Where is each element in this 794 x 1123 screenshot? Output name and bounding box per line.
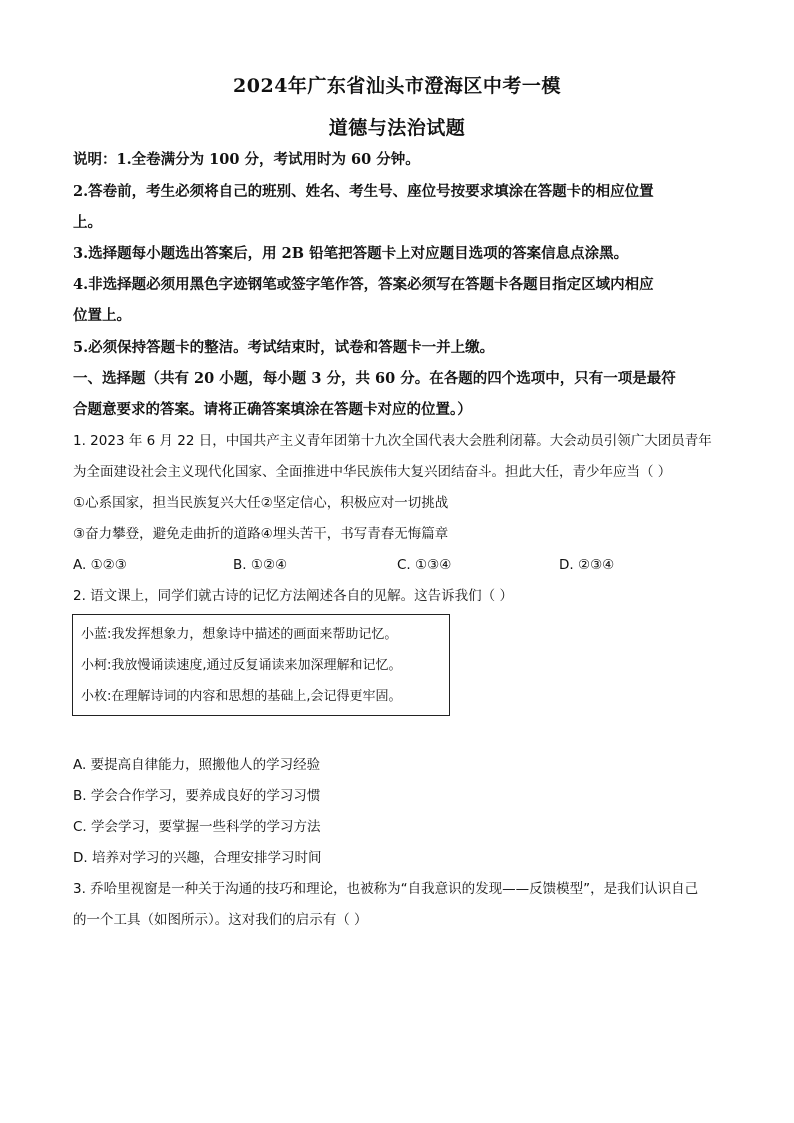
q1-option-b: B. ①②④ xyxy=(233,557,288,573)
instruction-2: 2.答卷前，考生必须将自己的班别、姓名、考生号、座位号按要求填涂在答题卡的相应位置 xyxy=(73,183,654,200)
instruction-4-cont: 位置上。 xyxy=(73,307,131,324)
q2-quote-3: 小枚:在理解诗词的内容和思想的基础上,会记得更牢固。 xyxy=(81,689,402,704)
q3-stem: 3. 乔哈里视窗是一种关于沟通的技巧和理论，也被称为“自我意识的发现——反馈模型”，是我们认识自己 xyxy=(73,881,699,897)
section-heading-cont: 合题意要求的答案。请将正确答案填涂在答题卡对应的位置。） xyxy=(73,401,472,418)
section-heading: 一、选择题（共有 20 小题，每小题 3 分，共 60 分。在各题的四个选项中，只有一项是最符 xyxy=(73,370,676,387)
q1-stem: 1. 2023 年 6 月 22 日，中国共产主义青年团第十九次全国代表大会胜利闭幕。大会动员引领广大团员青年 xyxy=(73,433,712,449)
q1-stem-cont: 为全面建设社会主义现代化国家、全面推进中华民族伟大复兴团结奋斗。担此大任，青少年应当（ ） xyxy=(73,464,672,480)
instruction-2-cont: 上。 xyxy=(73,214,102,231)
instruction-1: 说明：1.全卷满分为 100 分，考试用时为 60 分钟。 xyxy=(73,151,420,168)
instruction-3: 3.选择题每小题选出答案后，用 2B 铅笔把答题卡上对应题目选项的答案信息点涂黑。 xyxy=(73,245,629,262)
q2-option-b: B. 学会合作学习，要养成良好的学习习惯 xyxy=(73,788,321,804)
exam-subtitle: 道德与法治试题 xyxy=(328,117,466,139)
q1-statement-1: ①心系国家，担当民族复兴大任②坚定信心，积极应对一切挑战 xyxy=(73,495,449,511)
instruction-5: 5.必须保持答题卡的整洁。考试结束时，试卷和答题卡一并上缴。 xyxy=(73,339,495,356)
q2-stem: 2. 语文课上，同学们就古诗的记忆方法阐述各自的见解。这告诉我们（ ） xyxy=(73,588,513,604)
q1-statement-2: ③奋力攀登，避免走曲折的道路④埋头苦干，书写青春无悔篇章 xyxy=(73,526,449,542)
q2-quote-box xyxy=(72,614,450,716)
exam-title: 2024年广东省汕头市澄海区中考一模 xyxy=(233,75,561,97)
q2-quote-1: 小蓝:我发挥想象力，想象诗中描述的画面来帮助记忆。 xyxy=(81,627,398,642)
q1-option-c: C. ①③④ xyxy=(397,557,452,573)
q1-option-d: D. ②③④ xyxy=(559,557,615,573)
q2-option-d: D. 培养对学习的兴趣，合理安排学习时间 xyxy=(73,850,322,866)
q1-option-a: A. ①②③ xyxy=(73,557,127,573)
q3-stem-cont: 的一个工具（如图所示）。这对我们的启示有（ ） xyxy=(73,912,368,928)
q2-quote-2: 小柯:我放慢诵读速度,通过反复诵读来加深理解和记忆。 xyxy=(81,658,402,673)
q2-option-c: C. 学会学习，要掌握一些科学的学习方法 xyxy=(73,819,321,835)
instruction-4: 4.非选择题必须用黑色字迹钢笔或签字笔作答，答案必须写在答题卡各题目指定区域内相应 xyxy=(73,276,654,293)
q2-option-a: A. 要提高自律能力，照搬他人的学习经验 xyxy=(73,757,321,773)
